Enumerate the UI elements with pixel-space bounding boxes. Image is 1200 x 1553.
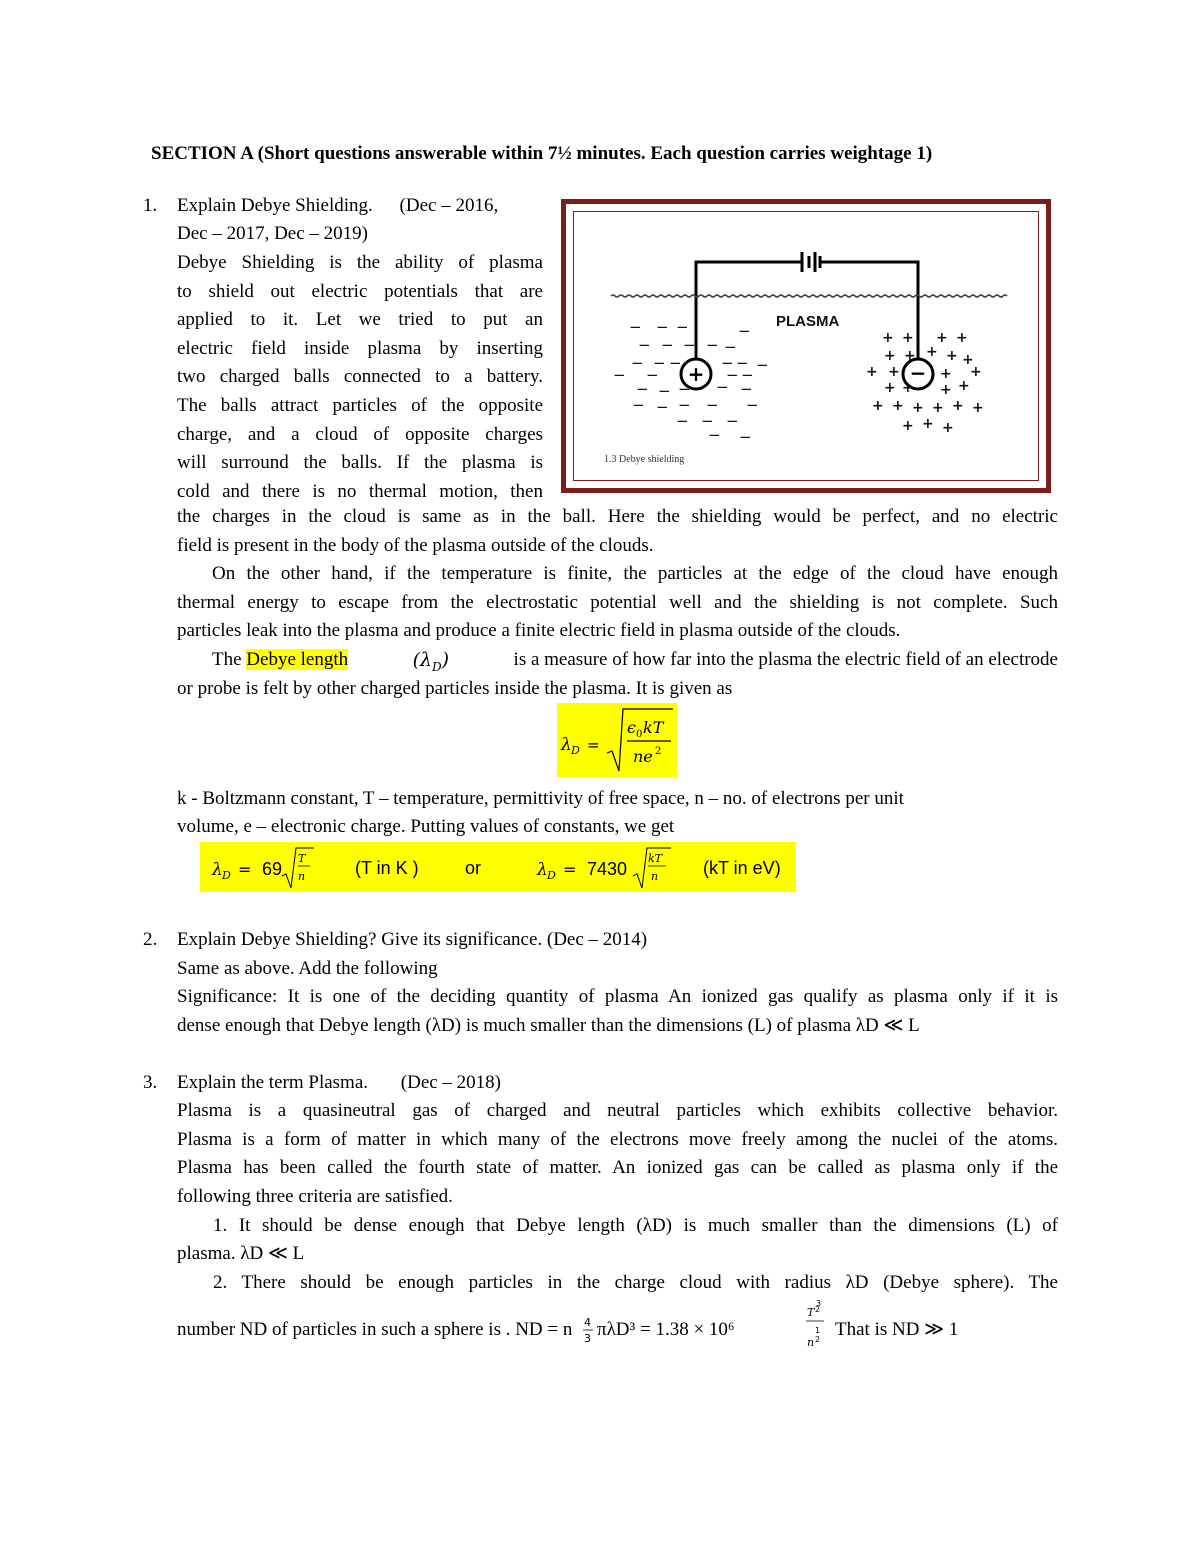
q1-para1-full-line2: field is present in the body of the plasma outside of the clouds. <box>177 535 654 556</box>
section-heading: SECTION A (Short questions answerable within 7½ minutes. Each question carries weightage 1) <box>151 143 933 164</box>
q1-para1-line: two charged balls connected to a battery. <box>177 366 543 388</box>
q1-para1-full-line1: the charges in the cloud is same as in the ball. Here the shielding would be perfect, and no electric <box>177 506 1058 527</box>
electron-minus-sign: − <box>736 354 749 372</box>
svg-text:ne: ne <box>633 747 653 766</box>
q2-title: Explain Debye Shielding? Give its significance. (Dec – 2014) <box>177 929 648 950</box>
q2-line3: dense enough that Debye length (λD) is much smaller than the dimensions (L) of plasma λD ≪ L <box>177 1015 920 1036</box>
electron-minus-sign: − <box>676 412 689 430</box>
q1-years-a: (Dec – 2016, <box>399 195 499 216</box>
svg-text:λ: λ <box>212 860 223 880</box>
electron-minus-sign: − <box>706 396 719 414</box>
debye-length-numeric-formula <box>200 842 796 892</box>
ion-plus-sign: + <box>884 380 896 396</box>
svg-text:n: n <box>651 870 659 883</box>
svg-text:3: 3 <box>816 1299 822 1308</box>
electron-minus-sign: − <box>701 412 714 430</box>
debye-length-highlight: Debye length <box>246 649 349 670</box>
electron-minus-sign: − <box>613 366 626 384</box>
electron-minus-sign: − <box>678 396 691 414</box>
svg-text:0: 0 <box>636 729 643 740</box>
formula-1-svg <box>210 842 340 892</box>
electron-minus-sign: − <box>738 322 751 340</box>
ion-plus-sign: + <box>884 348 896 364</box>
q1-para2-line2: thermal energy to escape from the electrostatic potential well and the shielding is not complete. Such <box>177 592 1058 613</box>
ion-plus-sign: + <box>904 348 916 364</box>
q1-para1-line: applied to it. Let we tried to put an <box>177 309 543 331</box>
q3-para-line2: Plasma is a form of matter in which many of the electrons move freely among the nuclei of the atoms. <box>177 1129 1058 1150</box>
svg-text:D: D <box>571 744 580 757</box>
ion-plus-sign: + <box>872 398 884 414</box>
ion-plus-sign: + <box>972 400 984 416</box>
svg-text:=: = <box>563 860 577 879</box>
svg-text:4: 4 <box>584 1316 591 1329</box>
ion-plus-sign: + <box>922 416 934 432</box>
ion-plus-sign: + <box>940 366 952 382</box>
electron-minus-sign: − <box>740 380 753 398</box>
electron-minus-sign: − <box>726 366 739 384</box>
q1-para1-line: to shield out electric potentials that are <box>177 280 543 302</box>
formula-2-coefficient: 7430 <box>587 859 628 879</box>
q1-para3-rest: is a measure of how far into the plasma the electric field of an electrode <box>513 649 1058 670</box>
svg-text:3: 3 <box>584 1332 591 1345</box>
q1-para1-line: cold and there is no thermal motion, then <box>177 480 543 502</box>
criterion-2-suffix: That is ND ≫ 1 <box>835 1319 959 1340</box>
formula-1-coefficient: 69 <box>262 859 283 879</box>
formula-1-units: (T in K ) <box>355 858 419 878</box>
formula-1 <box>210 842 340 892</box>
ion-plus-sign: + <box>970 364 982 380</box>
ion-plus-sign: + <box>936 330 948 346</box>
q3-para-line3: Plasma has been called the fourth state of matter. An ionized gas can be called as plasma only if the <box>177 1157 1058 1178</box>
q3-years: (Dec – 2018) <box>400 1072 502 1093</box>
q1-para3-prefix: The <box>212 649 247 670</box>
debye-length-formula <box>557 703 677 777</box>
svg-text:kT: kT <box>643 718 664 737</box>
q1-years-b: Dec – 2017, Dec – 2019) <box>177 223 369 244</box>
electron-minus-sign: − <box>708 426 721 444</box>
svg-text:λ: λ <box>561 735 572 755</box>
ion-plus-sign: + <box>932 400 944 416</box>
svg-text:D: D <box>547 869 556 882</box>
electron-minus-sign: − <box>716 378 729 396</box>
electron-minus-sign: − <box>706 336 719 354</box>
q1-para1-line: will surround the balls. If the plasma is <box>177 452 543 474</box>
electron-minus-sign: − <box>661 336 674 354</box>
criterion-1-line2: plasma. λD ≪ L <box>177 1243 305 1264</box>
q2-number: 2. <box>143 929 158 950</box>
q3-para-line4: following three criteria are satisfied. <box>177 1186 453 1207</box>
svg-text:2: 2 <box>815 1305 821 1314</box>
electron-minus-sign: − <box>629 318 642 336</box>
electron-minus-sign: − <box>678 380 691 398</box>
electron-minus-sign: − <box>656 318 669 336</box>
ion-plus-sign: + <box>956 330 968 346</box>
electron-minus-sign: − <box>646 366 659 384</box>
ion-plus-sign: + <box>892 398 904 414</box>
figure-caption: 1.3 Debye shielding <box>604 454 685 465</box>
formula-2 <box>535 842 675 892</box>
criterion-2-prefix: number ND of particles in such a sphere is . ND = n <box>177 1319 573 1340</box>
electron-minus-sign: − <box>669 354 682 372</box>
plasma-surface-line <box>611 295 1007 297</box>
ion-plus-sign: + <box>866 364 878 380</box>
electron-minus-sign: − <box>632 396 645 414</box>
q1-para3-line2: or probe is felt by other charged particles inside the plasma. It is given as <box>177 678 733 699</box>
svg-text:1: 1 <box>815 1326 821 1335</box>
plasma-label: PLASMA <box>776 313 840 330</box>
q3-number: 3. <box>143 1072 158 1093</box>
ion-plus-sign: + <box>952 398 964 414</box>
ion-plus-sign: + <box>882 330 894 346</box>
ion-plus-sign: + <box>902 380 914 396</box>
svg-text:n: n <box>807 1336 815 1349</box>
q2-line2: Significance: It is one of the deciding quantity of plasma An ionized gas qualify as plasma only if it is <box>177 986 1058 1007</box>
electron-minus-sign: − <box>676 318 689 336</box>
q1-para1-line: Debye Shielding is the ability of plasma <box>177 252 543 273</box>
ion-plus-sign: + <box>958 378 970 394</box>
ion-plus-sign: + <box>902 330 914 346</box>
t-over-n-fraction <box>803 1296 829 1352</box>
ion-plus-sign: + <box>912 400 924 416</box>
electron-minus-sign: − <box>636 380 649 398</box>
criterion-2-mid: πλD³ = 1.38 × 10⁶ <box>597 1319 735 1340</box>
positive-ball-sign: + <box>687 362 705 386</box>
negative-ball-sign: − <box>909 361 927 385</box>
q1-para1-line: electric field inside plasma by inserting <box>177 337 543 359</box>
electron-minus-sign: − <box>756 356 769 374</box>
electron-minus-sign: − <box>638 336 651 354</box>
electron-minus-sign: − <box>656 398 669 416</box>
debye-shielding-figure <box>561 199 1051 493</box>
q1-title-text: Explain Debye Shielding. <box>177 195 373 216</box>
q3-title <box>177 1069 501 1098</box>
debye-length-formula-svg <box>557 703 677 777</box>
q3-para-line1: Plasma is a quasineutral gas of charged and neutral particles which exhibits collective behavior. <box>177 1100 1058 1121</box>
electron-minus-sign: − <box>741 366 754 384</box>
electron-minus-sign: − <box>631 354 644 372</box>
q1-para2-line1: On the other hand, if the temperature is finite, the particles at the edge of the cloud have enough <box>212 563 1058 584</box>
electron-minus-sign: − <box>658 382 671 400</box>
q1-number: 1. <box>143 195 158 216</box>
ion-plus-sign: + <box>942 420 954 436</box>
electron-minus-sign: − <box>683 336 696 354</box>
svg-text:ϵ: ϵ <box>627 718 636 737</box>
formula-or: or <box>465 858 482 878</box>
q1-para1-line: charge, and a cloud of opposite charges <box>177 423 543 445</box>
q2-line1: Same as above. Add the following <box>177 958 438 979</box>
ion-plus-sign: + <box>926 344 938 360</box>
ion-plus-sign: + <box>888 364 900 380</box>
formula-2-svg <box>535 842 675 892</box>
svg-text:T: T <box>807 1306 815 1319</box>
battery-icon <box>802 252 820 272</box>
q3-title-text: Explain the term Plasma. <box>177 1072 369 1093</box>
svg-text:2: 2 <box>655 746 662 757</box>
ion-plus-sign: + <box>902 418 914 434</box>
constants-line2: volume, e – electronic charge. Putting values of constants, we get <box>177 816 675 837</box>
q1-para2-line3: particles leak into the plasma and produce a finite electric field in plasma outside of the clouds. <box>177 620 901 641</box>
criterion-2-line1: 2. There should be enough particles in the charge cloud with radius λD (Debye sphere). The <box>213 1272 1058 1293</box>
svg-text:λ: λ <box>537 860 548 880</box>
ion-plus-sign: + <box>946 348 958 364</box>
criterion-1-line1: 1. It should be dense enough that Debye length (λD) is much smaller than the dimensions (L) of <box>213 1215 1058 1236</box>
svg-text:T: T <box>298 852 306 865</box>
constants-line1: k - Boltzmann constant, T – temperature, permittivity of free space, n – no. of electrons per unit <box>177 788 904 809</box>
formula-2-units: (kT in eV) <box>703 858 781 878</box>
q1-title <box>177 192 498 221</box>
svg-text:2: 2 <box>815 1335 821 1344</box>
svg-text:=: = <box>238 860 252 879</box>
electron-minus-sign: − <box>746 396 759 414</box>
svg-text:kT: kT <box>648 852 663 865</box>
electron-minus-sign: − <box>739 428 752 446</box>
svg-text:n: n <box>298 870 306 883</box>
ion-plus-sign: + <box>962 352 974 368</box>
svg-text:D: D <box>222 869 231 882</box>
q1-para1-line: The balls attract particles of the opposite <box>177 395 543 416</box>
electron-minus-sign: − <box>724 338 737 356</box>
electron-minus-sign: − <box>653 354 666 372</box>
electron-minus-sign: − <box>721 354 734 372</box>
debye-shielding-diagram <box>566 204 1046 488</box>
svg-text:=: = <box>587 736 600 754</box>
electron-minus-sign: − <box>726 412 739 430</box>
ion-plus-sign: + <box>940 382 952 398</box>
lambda-d-symbol: $(\lambda_D)$ <box>412 649 450 674</box>
